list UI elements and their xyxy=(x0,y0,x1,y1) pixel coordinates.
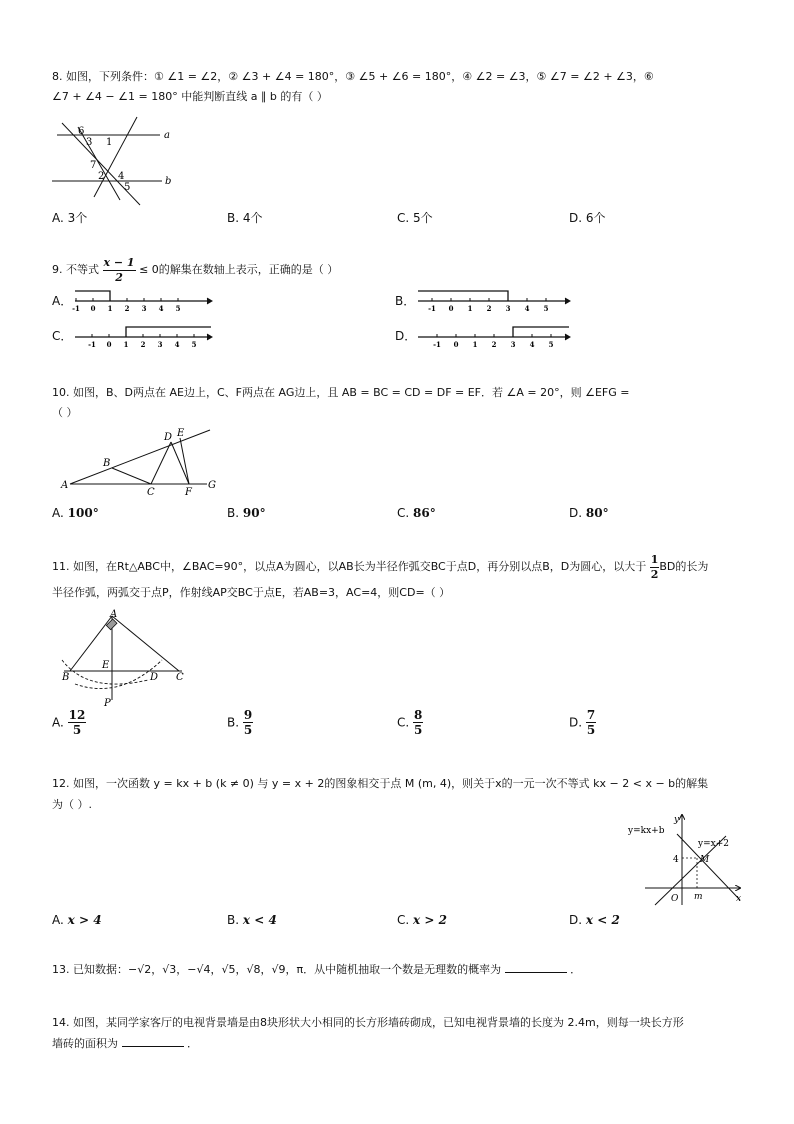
numberline-tick-label: 3 xyxy=(505,304,511,313)
numberline-tick-label: 5 xyxy=(175,304,181,313)
q14-stem-line2 xyxy=(52,1036,198,1051)
q12-option-c[interactable] xyxy=(397,913,447,927)
option-text: 3个 xyxy=(67,211,88,225)
q8-stem-line1: 8. 如图，下列条件：① ∠1 = ∠2，② ∠3 + ∠4 = 180°，③ ∠5 + ∠6 = 180°，④ ∠2 = ∠3，⑤ ∠7 = ∠2 + ∠3，⑥ xyxy=(52,70,654,83)
q11-stem-line2: 半径作弧，两弧交于点P，作射线AP交BC于点E，若AB=3，AC=4，则CD=（ ） xyxy=(52,586,451,599)
frac-den: 5 xyxy=(243,723,253,737)
q8-angle-3: 3 xyxy=(86,137,93,148)
q10-label-d: D xyxy=(164,432,173,443)
option-text: x < 2 xyxy=(585,913,620,927)
q11-text-tail: BD的长为 xyxy=(659,560,709,573)
q11-option-d[interactable] xyxy=(569,708,596,737)
option-text: x > 2 xyxy=(413,913,447,927)
q10-label-e: E xyxy=(177,428,185,439)
q10-label-b: B xyxy=(103,458,111,469)
q11-label-e: E xyxy=(102,660,110,671)
numberline-tick-label: -1 xyxy=(433,340,441,349)
numberline-tick-label: 2 xyxy=(486,304,492,313)
q9-numberline-d xyxy=(415,320,575,350)
numberline-tick-label: 4 xyxy=(529,340,535,349)
option-letter: B. xyxy=(227,913,240,927)
q11-option-a[interactable] xyxy=(52,708,86,737)
q12-label-m: m xyxy=(694,892,703,902)
option-letter: A. xyxy=(52,913,64,927)
q12-label-x: x xyxy=(736,894,742,904)
q9-frac-num: x − 1 xyxy=(103,255,135,269)
option-letter: D. xyxy=(569,715,583,730)
q11-label-p: P xyxy=(104,698,111,709)
q11-label-d: D xyxy=(150,672,159,683)
numberline-solution-set xyxy=(126,327,211,337)
q8-stem-line2: ∠7 + ∠4 − ∠1 = 180° 中能判断直线 a ∥ b 的有（ ） xyxy=(52,90,328,103)
option-letter: D. xyxy=(569,211,583,225)
q9-stem xyxy=(52,254,338,286)
q9-option-a[interactable]: A． xyxy=(52,294,73,308)
q11-option-b[interactable] xyxy=(227,708,253,737)
option-letter: C. xyxy=(397,506,410,520)
q9-numberline-b xyxy=(415,284,575,314)
numberline-tick-label: 3 xyxy=(510,340,516,349)
q11-figure xyxy=(55,608,195,708)
numberline-tick-label: -1 xyxy=(72,304,80,313)
q12-label-l1: y=kx+b xyxy=(628,826,665,836)
q8-label-b: b xyxy=(165,176,172,187)
q9-option-b[interactable]: B． xyxy=(395,294,416,308)
frac-num: 7 xyxy=(586,708,596,722)
q12-option-b[interactable] xyxy=(227,913,277,927)
q14-end: ． xyxy=(187,1037,198,1050)
q10-option-c[interactable] xyxy=(397,506,436,520)
q14-text: 墙砖的面积为 xyxy=(52,1037,118,1050)
frac-num: 8 xyxy=(414,708,423,722)
option-fraction xyxy=(68,708,87,737)
q8-angle-1: 1 xyxy=(106,137,113,148)
q13-answer-blank[interactable] xyxy=(505,962,567,973)
numberline-tick-label: 3 xyxy=(141,304,147,313)
option-text: 5个 xyxy=(413,211,433,225)
numberline-tick-label: 0 xyxy=(448,304,454,313)
q10-option-a[interactable] xyxy=(52,506,99,520)
q8-angle-4: 4 xyxy=(118,171,125,182)
q12-option-a[interactable] xyxy=(52,913,102,927)
q9-prefix: 9. 不等式 xyxy=(52,263,99,276)
q11-text: 11. 如图，在Rt△ABC中，∠BAC=90°，以点A为圆心，以AB长为半径作弧交BC于点D，再分别以点B，D为圆心，以大于 xyxy=(52,560,647,573)
option-text: 86° xyxy=(413,506,436,520)
q11-label-b: B xyxy=(62,672,70,683)
numberline-solution-set xyxy=(513,327,569,337)
numberline-tick-label: 2 xyxy=(140,340,146,349)
q8-label-a: a xyxy=(164,130,170,141)
q10-stem-line2: （ ） xyxy=(52,406,78,419)
q8-option-d[interactable] xyxy=(569,209,606,226)
option-text: 90° xyxy=(242,506,266,520)
q12-label-four: 4 xyxy=(673,855,679,865)
q12-label-l2: y=x+2 xyxy=(698,839,729,849)
option-text: 6个 xyxy=(585,211,606,225)
q10-option-b[interactable] xyxy=(227,506,266,520)
numberline-tick-label: 1 xyxy=(107,304,113,313)
q11-fraction xyxy=(650,553,660,582)
numberline-arrow-icon xyxy=(207,298,212,304)
numberline-tick-label: 3 xyxy=(157,340,163,349)
numberline-tick-label: 4 xyxy=(158,304,164,313)
q10-label-c: C xyxy=(147,487,155,498)
option-letter: D. xyxy=(569,913,583,927)
q8-figure xyxy=(52,115,182,210)
option-text: x > 4 xyxy=(67,913,102,927)
q8-angle-2: 2 xyxy=(98,171,105,182)
q10-label-a: A xyxy=(61,480,69,491)
q10-label-g: G xyxy=(208,480,216,491)
option-letter: B. xyxy=(227,211,240,225)
q9-numberline-a xyxy=(72,284,217,314)
option-letter: B. xyxy=(227,506,240,520)
q14-stem-line1: 14. 如图，某同学家客厅的电视背景墙是由8块形状大小相同的长方形墙砖砌成，已知电视背景墙的长度为 2.4m，则每一块长方形 xyxy=(52,1016,684,1029)
numberline-tick-label: 0 xyxy=(90,304,96,313)
option-fraction xyxy=(586,708,596,737)
numberline-tick-label: 5 xyxy=(191,340,197,349)
numberline-tick-label: 0 xyxy=(106,340,112,349)
q12-stem-line1: 12. 如图，一次函数 y = kx + b (k ≠ 0) 与 y = x + 2的图象相交于点 M (m, 4)，则关于x的一元一次不等式 kx − 2 < x − b的解集 xyxy=(52,777,709,790)
q9-option-d[interactable]: D． xyxy=(395,329,417,343)
numberline-arrow-icon xyxy=(207,334,212,340)
option-letter: B. xyxy=(227,715,240,730)
q14-answer-blank[interactable] xyxy=(122,1036,184,1047)
option-letter: C. xyxy=(397,913,410,927)
q9-option-c[interactable]: C． xyxy=(52,329,73,343)
option-text: 4个 xyxy=(242,211,263,225)
numberline-tick-label: 4 xyxy=(524,304,530,313)
numberline-tick-label: -1 xyxy=(428,304,436,313)
numberline-tick-label: 5 xyxy=(543,304,549,313)
numberline-tick-label: 1 xyxy=(123,340,129,349)
q8-option-a[interactable] xyxy=(52,209,87,226)
numberline-tick-label: 5 xyxy=(548,340,554,349)
q10-figure xyxy=(60,422,230,497)
q8-option-b[interactable] xyxy=(227,209,263,226)
frac-den: 5 xyxy=(586,723,596,737)
q11-frac-den: 2 xyxy=(650,567,659,581)
numberline-tick-label: 1 xyxy=(472,340,478,349)
option-text: 100° xyxy=(67,506,99,520)
q11-frac-num: 1 xyxy=(650,552,659,566)
q8-angle-6: 6 xyxy=(78,126,85,137)
q11-label-c: C xyxy=(176,672,184,683)
q8-option-c[interactable] xyxy=(397,209,433,226)
numberline-tick-label: 0 xyxy=(453,340,459,349)
option-letter: A. xyxy=(52,715,64,730)
q9-numberline-c xyxy=(72,320,217,350)
numberline-arrow-icon xyxy=(565,298,570,304)
frac-num: 9 xyxy=(243,708,253,722)
q10-stem-line1: 10. 如图，B、D两点在 AE边上，C、F两点在 AG边上，且 AB = BC = CD = DF = EF．若 ∠A = 20°，则 ∠EFG = xyxy=(52,386,630,399)
option-letter: D. xyxy=(569,506,583,520)
q11-option-c[interactable] xyxy=(397,708,423,737)
numberline-tick-label: -1 xyxy=(88,340,96,349)
numberline-tick-label: 2 xyxy=(124,304,130,313)
q8-angle-7: 7 xyxy=(90,160,97,171)
option-letter: C. xyxy=(397,211,410,225)
q9-frac-den: 2 xyxy=(115,270,123,284)
numberline-tick-label: 2 xyxy=(491,340,497,349)
q12-option-d[interactable] xyxy=(569,913,620,927)
numberline-tick-label: 4 xyxy=(174,340,180,349)
frac-den: 5 xyxy=(414,723,423,737)
numberline-arrow-icon xyxy=(565,334,570,340)
frac-num: 12 xyxy=(68,708,86,722)
q12-stem-line2: 为（ ）. xyxy=(52,798,92,811)
numberline-tick-label: 1 xyxy=(467,304,473,313)
q9-suffix: ≤ 0的解集在数轴上表示，正确的是（ ） xyxy=(139,263,339,276)
frac-den: 5 xyxy=(72,723,82,737)
q11-stem-line1 xyxy=(52,552,708,582)
q12-figure xyxy=(625,808,755,908)
option-text: 80° xyxy=(585,506,609,520)
q13-stem xyxy=(52,962,581,977)
q10-option-d[interactable] xyxy=(569,506,609,520)
q8-angle-5: 5 xyxy=(124,182,131,193)
q9-fraction xyxy=(103,256,136,285)
q10-label-f: F xyxy=(185,487,192,498)
q11-label-a: A xyxy=(110,609,118,620)
q13-text: 13. 已知数据：−√2，√3，−√4，√5，√8，√9，π．从中随机抽取一个数是无理数的概率为 xyxy=(52,963,502,976)
q12-label-origin: O xyxy=(671,894,679,904)
option-letter: A. xyxy=(52,506,64,520)
option-letter: A. xyxy=(52,211,64,225)
option-letter: C. xyxy=(397,715,410,730)
q13-end: ． xyxy=(570,963,582,976)
q12-label-y: y xyxy=(674,815,680,825)
option-fraction xyxy=(413,708,423,737)
option-text: x < 4 xyxy=(242,913,277,927)
q12-label-m-point: M xyxy=(700,855,710,865)
option-fraction xyxy=(243,708,253,737)
